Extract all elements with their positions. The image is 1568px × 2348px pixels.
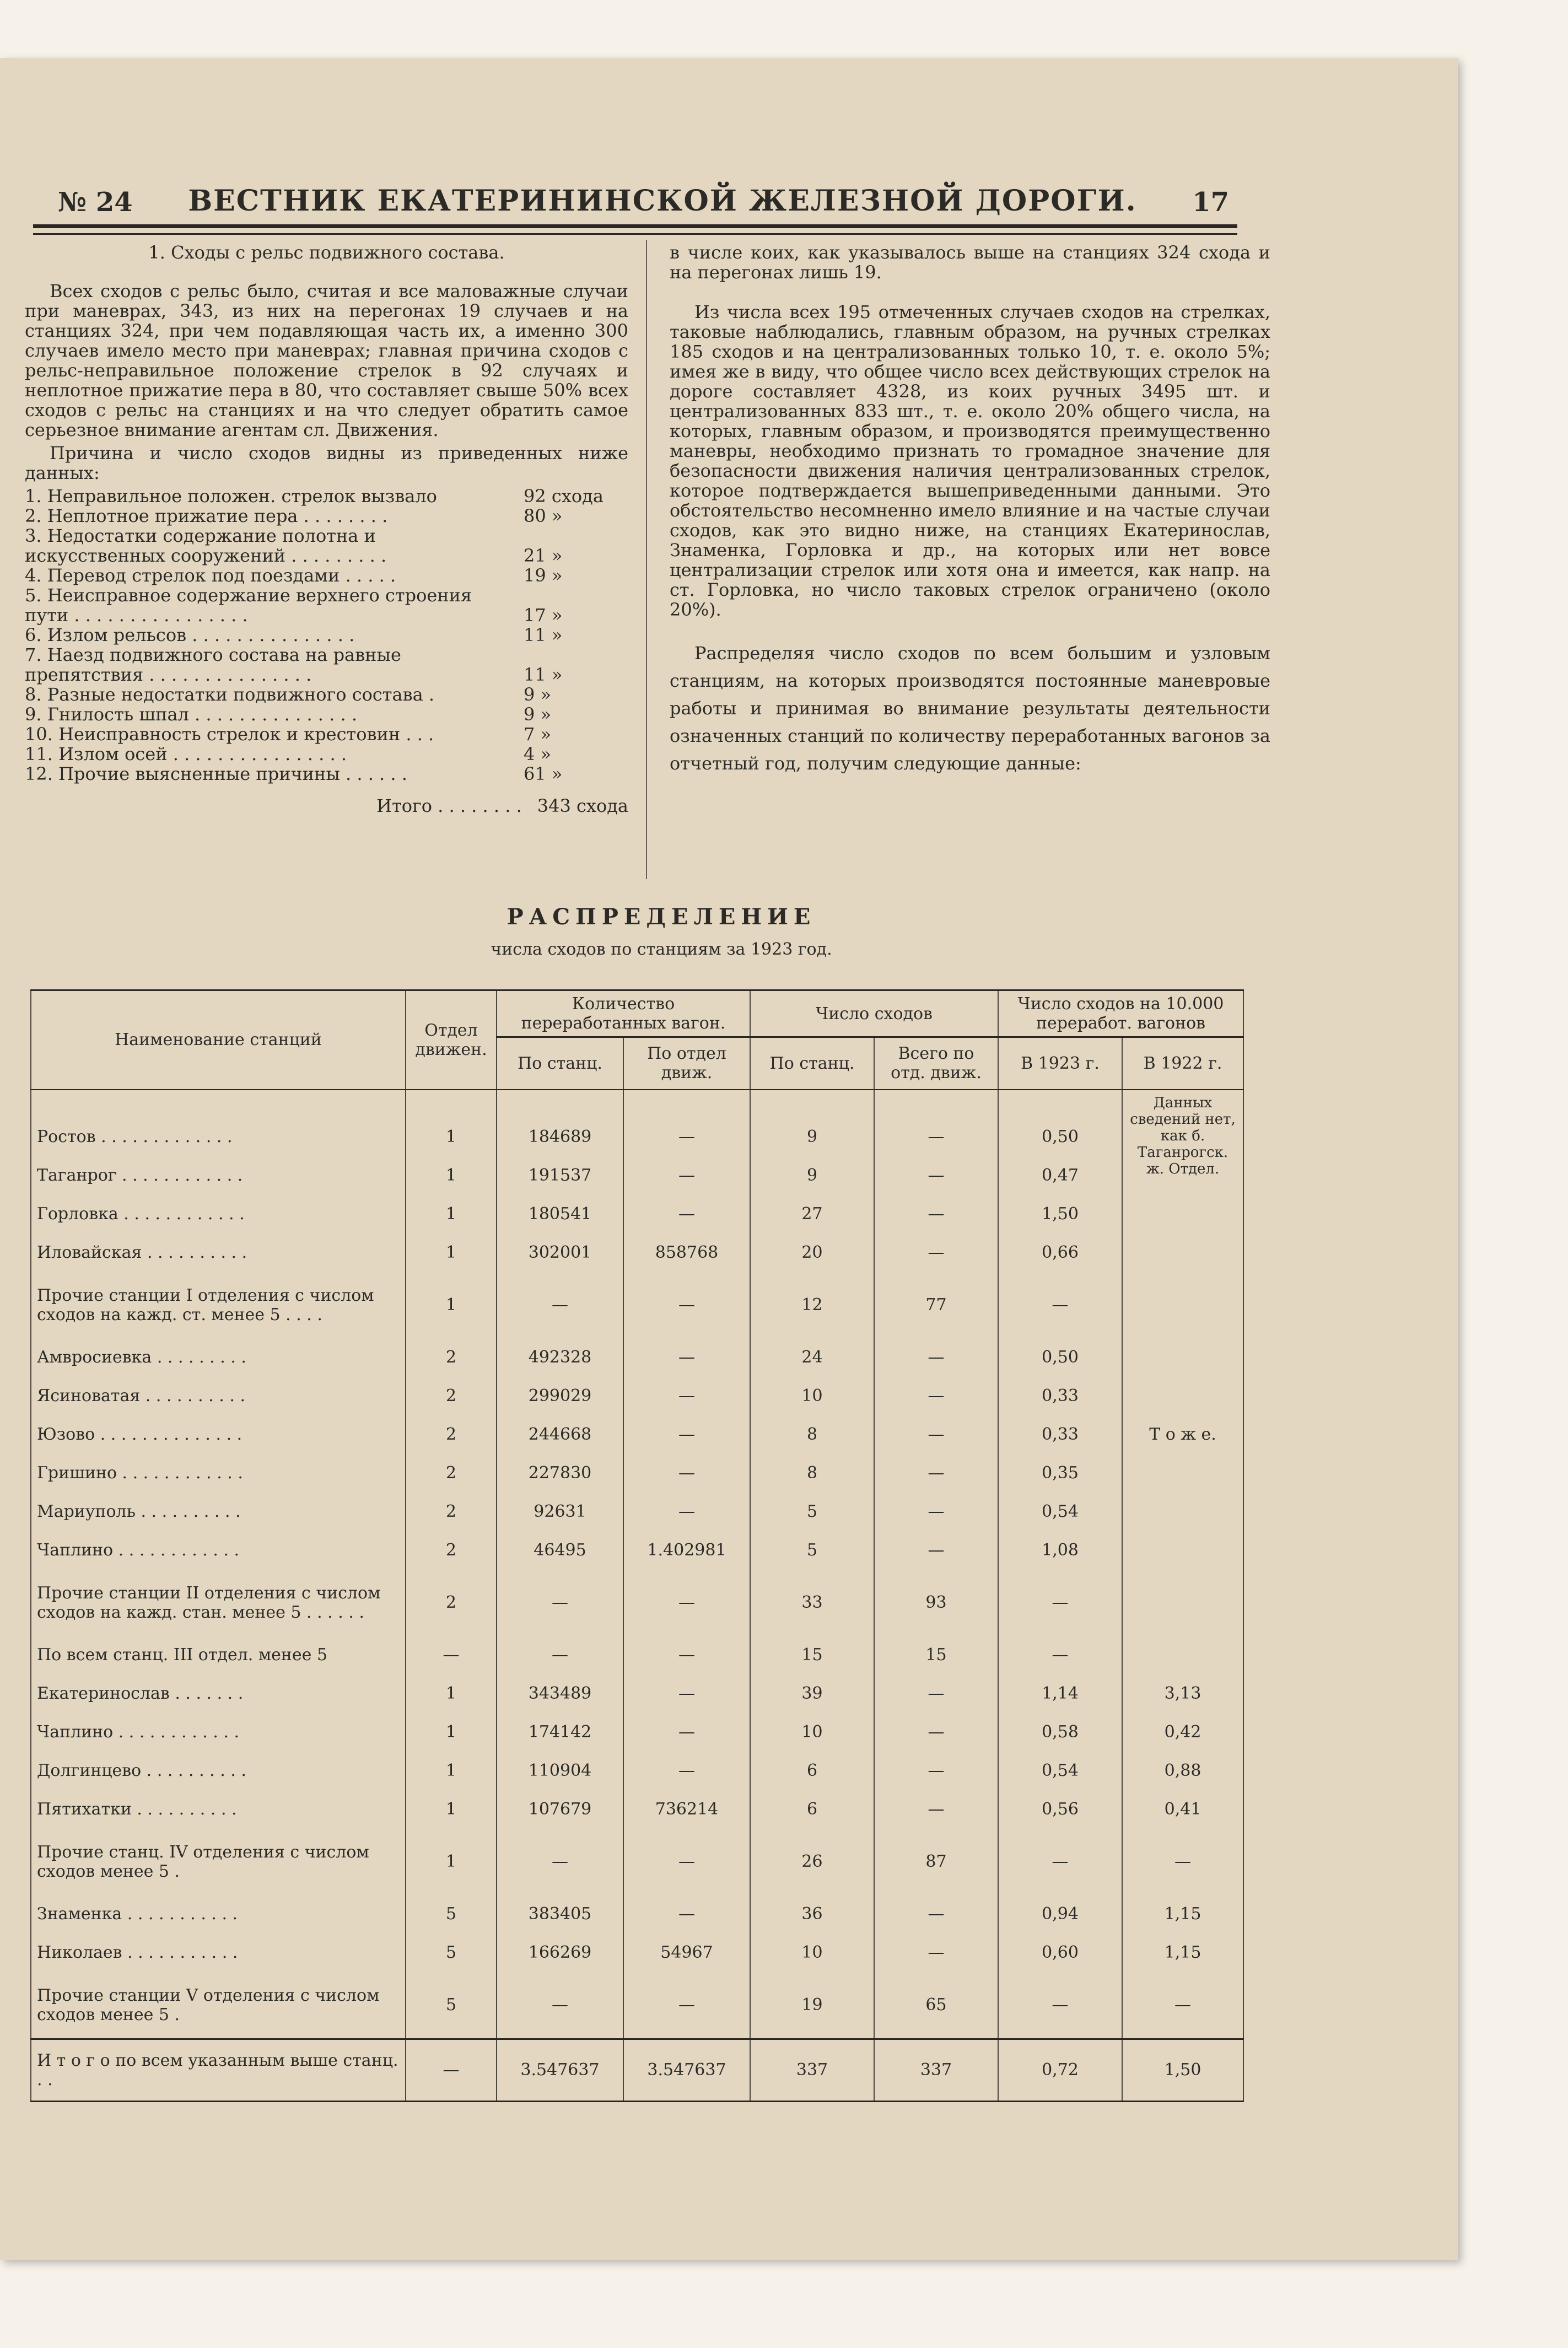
causes-total-label: Итого . . . . . . . . <box>376 795 522 816</box>
table-row <box>31 1674 1243 1713</box>
header-rule-thin <box>33 233 1237 235</box>
derail-station-cell: 5 <box>750 1493 874 1531</box>
rate-1923-cell: — <box>998 1636 1122 1674</box>
table-row <box>31 1272 1243 1338</box>
cause-text: 9. Гнилость шпал . . . . . . . . . . . . . . . <box>25 704 357 725</box>
wagons-division-cell: — <box>623 1272 750 1338</box>
wagons-division-cell: — <box>623 1972 750 2039</box>
cause-text: 7. Наезд подвижного состава на равные препятствия . . . . . . . . . . . . . . . <box>25 644 401 685</box>
wagons-station-cell: — <box>497 1570 623 1636</box>
derail-station-cell: 6 <box>750 1790 874 1829</box>
note-1922-cell: Данных сведений нет, как б. Таганрогск. ж. Отдел. <box>1122 1090 1243 1234</box>
division-cell: 2 <box>406 1338 497 1377</box>
derail-station-cell: 20 <box>750 1234 874 1272</box>
table-row <box>31 1636 1243 1674</box>
derail-station-cell: 10 <box>750 1713 874 1752</box>
derail-station-cell: 9 <box>750 1156 874 1195</box>
table-row <box>31 1234 1243 1272</box>
cause-text: 12. Прочие выясненные причины . . . . . . <box>25 763 407 784</box>
cause-text: 8. Разные недостатки подвижного состава . <box>25 684 435 705</box>
table-row <box>31 1790 1243 1829</box>
derail-station-cell: 26 <box>750 1829 874 1895</box>
derail-station-cell: 8 <box>750 1454 874 1493</box>
rate-1922-cell: Т о ж е. <box>1122 1415 1243 1454</box>
wagons-division-cell: — <box>623 1713 750 1752</box>
table-row <box>31 1156 1243 1195</box>
left-column <box>25 243 628 816</box>
division-cell: 5 <box>406 1934 497 1972</box>
cause-item <box>25 526 628 566</box>
wagons-station-cell: 166269 <box>497 1934 623 1972</box>
derail-station-cell: 39 <box>750 1674 874 1713</box>
rate-1923-cell: 0,35 <box>998 1454 1122 1493</box>
total-rate-1922-cell: 1,50 <box>1122 2039 1243 2101</box>
th-division: Отдел движен. <box>406 990 497 1090</box>
derail-division-cell: — <box>874 1415 998 1454</box>
division-cell: 1 <box>406 1272 497 1338</box>
division-cell: 2 <box>406 1415 497 1454</box>
rate-1922-cell <box>1122 1454 1243 1493</box>
division-cell: 1 <box>406 1090 497 1156</box>
station-name-cell: Чаплино . . . . . . . . . . . . <box>31 1713 406 1752</box>
cause-text: 4. Перевод стрелок под поездами . . . . . <box>25 565 396 586</box>
wagons-station-cell: 299029 <box>497 1377 623 1415</box>
derail-station-cell: 9 <box>750 1090 874 1156</box>
station-name-cell: По всем станц. III отдел. менее 5 <box>31 1636 406 1674</box>
derail-division-cell: — <box>874 1377 998 1415</box>
rate-1922-cell: 1,15 <box>1122 1895 1243 1934</box>
derail-division-cell: 65 <box>874 1972 998 2039</box>
derail-division-cell: — <box>874 1790 998 1829</box>
rate-1923-cell: 0,33 <box>998 1415 1122 1454</box>
table-body <box>31 1090 1243 2102</box>
rate-1923-cell: 0,54 <box>998 1752 1122 1790</box>
wagons-station-cell: — <box>497 1272 623 1338</box>
cause-item <box>25 744 628 764</box>
total-wagons-division-cell: 3.547637 <box>623 2039 750 2101</box>
th-wagons-group: Количество переработанных вагон. <box>497 990 750 1037</box>
division-cell: 5 <box>406 1895 497 1934</box>
station-name-cell: Юзово . . . . . . . . . . . . . . <box>31 1415 406 1454</box>
rate-1923-cell: 0,58 <box>998 1713 1122 1752</box>
station-name-cell: Знаменка . . . . . . . . . . . <box>31 1895 406 1934</box>
cause-count: 4 » <box>524 744 552 764</box>
division-cell: 2 <box>406 1454 497 1493</box>
journal-page <box>0 58 1458 2260</box>
th-wagons-division: По отдел движ. <box>623 1037 750 1090</box>
wagons-division-cell: — <box>623 1829 750 1895</box>
page-header <box>58 174 1229 218</box>
station-name-cell: Прочие станции II отделения с числом сходов на кажд. стан. менее 5 . . . . . . <box>31 1570 406 1636</box>
derail-division-cell: 77 <box>874 1272 998 1338</box>
wagons-station-cell: 174142 <box>497 1713 623 1752</box>
left-paragraph-2: Причина и число сходов видны из приведенных ниже данных: <box>25 443 628 483</box>
division-cell: 2 <box>406 1570 497 1636</box>
rate-1923-cell: 0,50 <box>998 1338 1122 1377</box>
rate-1923-cell: 0,66 <box>998 1234 1122 1272</box>
station-name-cell: Чаплино . . . . . . . . . . . . <box>31 1531 406 1570</box>
table-row <box>31 1415 1243 1454</box>
derail-division-cell: — <box>874 1090 998 1156</box>
wagons-division-cell: — <box>623 1090 750 1156</box>
station-name-cell: Ростов . . . . . . . . . . . . . <box>31 1090 406 1156</box>
rate-1922-cell <box>1122 1493 1243 1531</box>
derail-division-cell: 15 <box>874 1636 998 1674</box>
cause-item <box>25 506 628 526</box>
wagons-station-cell: 191537 <box>497 1156 623 1195</box>
derail-division-cell: — <box>874 1234 998 1272</box>
cause-count: 61 » <box>524 763 563 784</box>
wagons-division-cell: 736214 <box>623 1790 750 1829</box>
station-name-cell: Мариуполь . . . . . . . . . . <box>31 1493 406 1531</box>
cause-text: 6. Излом рельсов . . . . . . . . . . . . . . . <box>25 624 355 645</box>
wagons-division-cell: — <box>623 1195 750 1234</box>
table-row <box>31 1570 1243 1636</box>
wagons-station-cell: 302001 <box>497 1234 623 1272</box>
wagons-station-cell: 46495 <box>497 1531 623 1570</box>
wagons-station-cell: 184689 <box>497 1090 623 1156</box>
cause-item <box>25 486 628 506</box>
wagons-station-cell: 180541 <box>497 1195 623 1234</box>
table-subtitle: числа сходов по станциям за 1923 год. <box>491 940 832 959</box>
derail-station-cell: 6 <box>750 1752 874 1790</box>
table-row <box>31 1752 1243 1790</box>
cause-count: 80 » <box>524 505 563 526</box>
total-station-name-cell: И т о г о по всем указанным выше станц. . . <box>31 2039 406 2101</box>
cause-item <box>25 704 628 724</box>
rate-1923-cell: 0,60 <box>998 1934 1122 1972</box>
rate-1922-cell <box>1122 1531 1243 1570</box>
rate-1923-cell: — <box>998 1972 1122 2039</box>
th-per10k-group: Число сходов на 10.000 переработ. вагонов <box>998 990 1243 1037</box>
derail-station-cell: 8 <box>750 1415 874 1454</box>
derail-station-cell: 27 <box>750 1195 874 1234</box>
wagons-division-cell: 858768 <box>623 1234 750 1272</box>
station-name-cell: Иловайская . . . . . . . . . . <box>31 1234 406 1272</box>
wagons-station-cell: 492328 <box>497 1338 623 1377</box>
table-row <box>31 1090 1243 1156</box>
cause-count: 11 » <box>524 624 563 645</box>
causes-list <box>25 486 628 784</box>
division-cell: 5 <box>406 1972 497 2039</box>
table-row <box>31 1531 1243 1570</box>
column-divider <box>646 240 647 879</box>
right-column <box>670 243 1270 780</box>
rate-1922-cell: 0,88 <box>1122 1752 1243 1790</box>
wagons-division-cell: — <box>623 1415 750 1454</box>
derail-division-cell: — <box>874 1338 998 1377</box>
cause-item <box>25 685 628 704</box>
wagons-division-cell: — <box>623 1895 750 1934</box>
cause-text: 1. Неправильное положен. стрелок вызвало <box>25 486 437 507</box>
wagons-division-cell: — <box>623 1674 750 1713</box>
rate-1923-cell: 1,50 <box>998 1195 1122 1234</box>
table-row <box>31 1454 1243 1493</box>
cause-text: 5. Неисправное содержание верхнего строения пути . . . . . . . . . . . . . . . . <box>25 585 472 626</box>
derail-station-cell: 33 <box>750 1570 874 1636</box>
rate-1923-cell: — <box>998 1829 1122 1895</box>
table-row <box>31 1934 1243 1972</box>
derail-station-cell: 12 <box>750 1272 874 1338</box>
rate-1922-cell <box>1122 1338 1243 1377</box>
issue-number: № 24 <box>58 187 133 218</box>
cause-item <box>25 625 628 645</box>
th-1922: В 1922 г. <box>1122 1037 1243 1090</box>
th-1923: В 1923 г. <box>998 1037 1122 1090</box>
wagons-division-cell: — <box>623 1156 750 1195</box>
division-cell: 1 <box>406 1674 497 1713</box>
rate-1923-cell: 1,08 <box>998 1531 1122 1570</box>
derail-station-cell: 36 <box>750 1895 874 1934</box>
rate-1923-cell: 0,56 <box>998 1790 1122 1829</box>
cause-text: 3. Недостатки содержание полотна и искусственных сооружений . . . . . . . . . <box>25 525 387 566</box>
derail-station-cell: 5 <box>750 1531 874 1570</box>
page-number: 17 <box>1192 187 1229 218</box>
cause-count: 9 » <box>524 684 552 705</box>
wagons-station-cell: 343489 <box>497 1674 623 1713</box>
station-name-cell: Прочие станц. IV отделения с числом сходов менее 5 . <box>31 1829 406 1895</box>
total-rate-1923-cell: 0,72 <box>998 2039 1122 2101</box>
station-name-cell: Пятихатки . . . . . . . . . . <box>31 1790 406 1829</box>
cause-text: 11. Излом осей . . . . . . . . . . . . . . . . <box>25 744 347 764</box>
derail-station-cell: 10 <box>750 1377 874 1415</box>
wagons-division-cell: — <box>623 1377 750 1415</box>
rate-1922-cell <box>1122 1570 1243 1636</box>
table-row <box>31 1377 1243 1415</box>
th-derail-station: По станц. <box>750 1037 874 1090</box>
header-rule-thick <box>33 224 1237 228</box>
division-cell: 2 <box>406 1531 497 1570</box>
wagons-station-cell: 244668 <box>497 1415 623 1454</box>
derail-station-cell: 19 <box>750 1972 874 2039</box>
derail-division-cell: — <box>874 1531 998 1570</box>
table-row <box>31 1338 1243 1377</box>
rate-1922-cell <box>1122 1272 1243 1338</box>
rate-1922-cell: 0,42 <box>1122 1713 1243 1752</box>
th-wagons-station: По станц. <box>497 1037 623 1090</box>
rate-1923-cell: 0,54 <box>998 1493 1122 1531</box>
wagons-division-cell: — <box>623 1636 750 1674</box>
rate-1922-cell: — <box>1122 1972 1243 2039</box>
section-title: 1. Сходы с рельс подвижного состава. <box>148 242 505 263</box>
derail-station-cell: 24 <box>750 1338 874 1377</box>
derail-division-cell: 87 <box>874 1829 998 1895</box>
station-name-cell: Долгинцево . . . . . . . . . . <box>31 1752 406 1790</box>
station-name-cell: Ясиноватая . . . . . . . . . . <box>31 1377 406 1415</box>
rate-1923-cell: 0,47 <box>998 1156 1122 1195</box>
wagons-division-cell: 1.402981 <box>623 1531 750 1570</box>
station-name-cell: Таганрог . . . . . . . . . . . . <box>31 1156 406 1195</box>
table-row <box>31 1713 1243 1752</box>
rate-1922-cell: 1,15 <box>1122 1934 1243 1972</box>
cause-item <box>25 566 628 585</box>
rate-1923-cell: 0,94 <box>998 1895 1122 1934</box>
derail-station-cell: 15 <box>750 1636 874 1674</box>
wagons-station-cell: 107679 <box>497 1790 623 1829</box>
wagons-division-cell: 54967 <box>623 1934 750 1972</box>
total-derail-station-cell: 337 <box>750 2039 874 2101</box>
wagons-division-cell: — <box>623 1570 750 1636</box>
table-row <box>31 1829 1243 1895</box>
rate-1923-cell: 0,33 <box>998 1377 1122 1415</box>
th-derail-group: Число сходов <box>750 990 998 1037</box>
cause-text: 2. Неплотное прижатие пера . . . . . . . . <box>25 505 388 526</box>
division-cell: 1 <box>406 1156 497 1195</box>
wagons-station-cell: 92631 <box>497 1493 623 1531</box>
cause-count: 19 » <box>524 565 563 586</box>
station-name-cell: Николаев . . . . . . . . . . . <box>31 1934 406 1972</box>
wagons-station-cell: — <box>497 1636 623 1674</box>
station-name-cell: Амвросиевка . . . . . . . . . <box>31 1338 406 1377</box>
rate-1922-cell: 3,13 <box>1122 1674 1243 1713</box>
division-cell: 2 <box>406 1493 497 1531</box>
right-paragraph-2: Распределяя число сходов по всем большим и узловым станциям, на которых производятся постоянные маневровые работы и принимая во внимание результаты деятельности означенных станций по количеству переработанных вагонов за отчетный год, получим следующие данные: <box>670 643 1270 774</box>
right-paragraph-0: в числе коих, как указывалось выше на станциях 324 схода и на перегонах лишь 19. <box>670 242 1270 283</box>
wagons-station-cell: 227830 <box>497 1454 623 1493</box>
rate-1923-cell: 1,14 <box>998 1674 1122 1713</box>
cause-count: 7 » <box>524 724 552 745</box>
wagons-station-cell: 383405 <box>497 1895 623 1934</box>
derail-division-cell: — <box>874 1713 998 1752</box>
division-cell: — <box>406 1636 497 1674</box>
rate-1922-cell <box>1122 1636 1243 1674</box>
table-row <box>31 1493 1243 1531</box>
distribution-table <box>30 989 1244 2102</box>
derail-division-cell: — <box>874 1895 998 1934</box>
division-cell: 1 <box>406 1195 497 1234</box>
table-total-row <box>31 2039 1243 2101</box>
wagons-division-cell: — <box>623 1454 750 1493</box>
wagons-division-cell: — <box>623 1752 750 1790</box>
wagons-station-cell: — <box>497 1972 623 2039</box>
th-station-name: Наименование станций <box>31 990 406 1090</box>
derail-division-cell: — <box>874 1674 998 1713</box>
station-name-cell: Екатеринослав . . . . . . . <box>31 1674 406 1713</box>
cause-item <box>25 645 628 685</box>
derail-division-cell: — <box>874 1752 998 1790</box>
left-paragraph-1: Всех сходов с рельс было, считая и все маловажные случаи при маневрах, 343, из них на перегонах 19 случаев и на станциях 324, при чем подавляющая часть их, а именно 300 случаев имело место при маневрах; главная причина сходов с рельс-неправильное положение стрелок в 92 случаях и неплотное прижатие пера в 80, что составляет свыше 50% всех сходов с рельс на станциях и на что следует обратить самое серьезное внимание агентам сл. Движения. <box>25 281 628 440</box>
division-cell: 1 <box>406 1829 497 1895</box>
wagons-station-cell: — <box>497 1829 623 1895</box>
table-row <box>31 1195 1243 1234</box>
station-name-cell: Гришино . . . . . . . . . . . . <box>31 1454 406 1493</box>
cause-count: 9 » <box>524 704 552 725</box>
journal-title: ВЕСТНИК ЕКАТЕРИНИНСКОЙ ЖЕЛЕЗНОЙ ДОРОГИ. <box>188 184 1137 218</box>
cause-count: 17 » <box>524 605 563 626</box>
cause-item <box>25 764 628 784</box>
rate-1922-cell <box>1122 1377 1243 1415</box>
cause-count: 11 » <box>524 664 563 685</box>
station-name-cell: Прочие станции V отделения с числом сходов менее 5 . <box>31 1972 406 2039</box>
division-cell: 1 <box>406 1713 497 1752</box>
cause-count: 21 » <box>524 545 563 566</box>
derail-division-cell: 93 <box>874 1570 998 1636</box>
rate-1922-cell: 0,41 <box>1122 1790 1243 1829</box>
cause-text: 10. Неисправность стрелок и крестовин . . . <box>25 724 434 745</box>
rate-1923-cell: — <box>998 1272 1122 1338</box>
division-cell: 1 <box>406 1234 497 1272</box>
cause-item <box>25 585 628 625</box>
th-derail-division: Всего по отд. движ. <box>874 1037 998 1090</box>
total-division-cell: — <box>406 2039 497 2101</box>
division-cell: 1 <box>406 1752 497 1790</box>
derail-station-cell: 10 <box>750 1934 874 1972</box>
wagons-station-cell: 110904 <box>497 1752 623 1790</box>
causes-total <box>25 796 628 816</box>
total-wagons-station-cell: 3.547637 <box>497 2039 623 2101</box>
division-cell: 2 <box>406 1377 497 1415</box>
rate-1922-cell: — <box>1122 1829 1243 1895</box>
right-paragraph-1: Из числа всех 195 отмеченных случаев сходов на стрелках, таковые наблюдались, главным образом, на ручных стрелках 185 сходов и на централизованных только 10, т. е. около 5%; имея же в виду, что общее число всех действующих стрелок на дороге составляет 4328, из коих ручных 3495 шт. и централизованных 833 шт., т. е. около 20% общего числа, на которых, главным образом, и производятся преимущественно маневры, необходимо признать то громадное значение для безопасности движения наличия централизованных стрелок, которое подтверждается вышеприведенными данными. Это обстоятельство несомненно имело влияние и на частые случаи сходов, как это видно ниже, на станциях Екатеринослав, Знаменка, Горловка и др., на которых или нет вовсе централизации стрелок или хотя она и имеется, как напр. на ст. Горловка, но число таковых стрелок ограничено (около 20%). <box>670 301 1270 620</box>
table-row <box>31 1895 1243 1934</box>
station-name-cell: Прочие станции I отделения с числом сходов на кажд. ст. менее 5 . . . . <box>31 1272 406 1338</box>
table-title: РАСПРЕДЕЛЕНИЕ <box>506 904 816 930</box>
rate-1923-cell: 0,50 <box>998 1090 1122 1156</box>
causes-total-value: 343 схода <box>537 795 628 816</box>
division-cell: 1 <box>406 1790 497 1829</box>
derail-division-cell: — <box>874 1934 998 1972</box>
wagons-division-cell: — <box>623 1493 750 1531</box>
cause-item <box>25 724 628 744</box>
derail-division-cell: — <box>874 1156 998 1195</box>
table-row <box>31 1972 1243 2039</box>
station-name-cell: Горловка . . . . . . . . . . . . <box>31 1195 406 1234</box>
total-derail-division-cell: 337 <box>874 2039 998 2101</box>
rate-1922-cell <box>1122 1234 1243 1272</box>
derail-division-cell: — <box>874 1493 998 1531</box>
derail-division-cell: — <box>874 1454 998 1493</box>
wagons-division-cell: — <box>623 1338 750 1377</box>
derail-division-cell: — <box>874 1195 998 1234</box>
cause-count: 92 схода <box>524 486 604 507</box>
rate-1923-cell: — <box>998 1570 1122 1636</box>
